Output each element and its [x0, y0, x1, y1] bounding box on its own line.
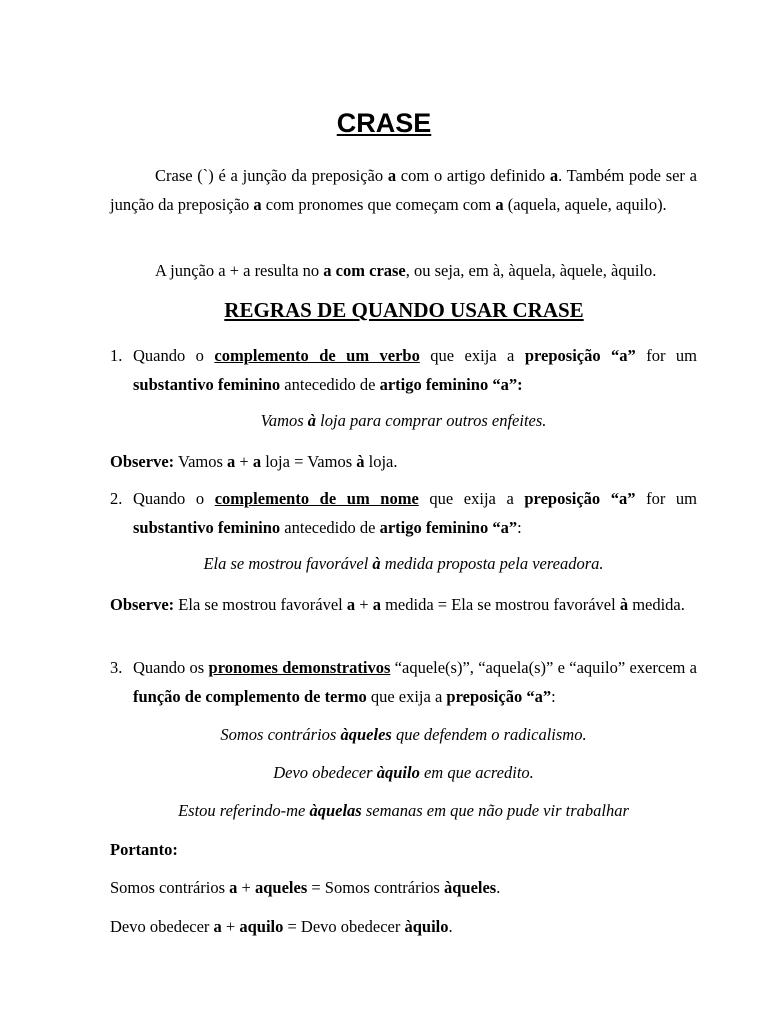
text: antecedido de [280, 518, 380, 537]
text: for um [635, 489, 698, 508]
text: Quando o [133, 489, 215, 508]
bold-text: a com crase [323, 261, 406, 280]
section-heading: REGRAS DE QUANDO USAR CRASE [224, 298, 584, 322]
underlined-term: complemento de um nome [214, 489, 419, 508]
bold-text: Portanto: [110, 840, 178, 859]
rule-text [133, 484, 697, 542]
text: loja. [364, 452, 398, 471]
observe-label: Observe: [110, 452, 175, 471]
text: antecedido de [280, 375, 380, 394]
text: . Também pode ser a junção da preposição [110, 166, 697, 214]
bold-text: artigo feminino “a”: [379, 375, 523, 394]
text: medida. [628, 595, 685, 614]
text: Devo obedecer [273, 763, 377, 782]
bold-text: à [372, 554, 381, 573]
bold-text: substantivo feminino [133, 518, 281, 537]
text: + [355, 595, 373, 614]
text: (aquela, aquele, aquilo). [503, 195, 667, 214]
text: . [448, 917, 453, 936]
observe-note [110, 447, 697, 476]
example-sentence [110, 549, 697, 578]
text: : [517, 518, 522, 537]
bold-text: àqueles [443, 878, 497, 897]
portanto-label [110, 835, 697, 864]
intro-paragraph-1 [110, 161, 697, 219]
bold-text: a [253, 195, 262, 214]
bold-text: à [356, 452, 365, 471]
text: Estou referindo-me [178, 801, 310, 820]
example-sentence [110, 796, 697, 825]
text: medida = Ela se mostrou favorável [380, 595, 620, 614]
rule-3 [110, 653, 697, 711]
bold-text: àqueles [340, 725, 392, 744]
text: Somos contrários [110, 878, 230, 897]
bold-text: a [495, 195, 504, 214]
text: que exija a [419, 346, 525, 365]
rule-number: 3. [110, 658, 123, 677]
bold-text: preposição “a” [446, 687, 552, 706]
conclusion-line [110, 912, 697, 941]
text: Crase (`) é a junção da preposição [155, 166, 388, 185]
observe-label: Observe: [110, 595, 175, 614]
underlined-term: complemento de um verbo [214, 346, 420, 365]
bold-text: a [227, 452, 236, 471]
text: A junção a + a resulta no [155, 261, 324, 280]
bold-text: a [213, 917, 222, 936]
bold-text: a [229, 878, 238, 897]
text: : [551, 687, 556, 706]
text: + [235, 452, 253, 471]
bold-text: substantivo feminino [133, 375, 281, 394]
text: em que acredito. [419, 763, 534, 782]
bold-text: a [346, 595, 356, 614]
page-title: CRASE [336, 108, 432, 138]
bold-text: função de complemento de termo [133, 687, 367, 706]
bold-text: preposição “a” [524, 346, 636, 365]
text: loja = Vamos [261, 452, 357, 471]
bold-text: a [252, 452, 262, 471]
text: Ela se mostrou favorável [174, 595, 347, 614]
text: loja para comprar outros enfeites. [316, 411, 547, 430]
text: que defendem o radicalismo. [391, 725, 587, 744]
bold-text: preposição “a” [524, 489, 636, 508]
underlined-term: pronomes demonstrativos [208, 658, 391, 677]
rule-text [133, 653, 697, 711]
text: com pronomes que começam com [261, 195, 496, 214]
text: que exija a [418, 489, 525, 508]
rule-1 [110, 341, 697, 399]
rule-2 [110, 484, 697, 542]
text: que exija a [366, 687, 447, 706]
example-sentence [110, 720, 697, 749]
observe-note [110, 590, 697, 619]
bold-text: à [307, 411, 317, 430]
text: Devo obedecer [110, 917, 214, 936]
bold-text: a [372, 595, 381, 614]
text: + [237, 878, 255, 897]
bold-text: àquilo [376, 763, 420, 782]
text: Vamos [260, 411, 308, 430]
bold-text: aqueles [254, 878, 308, 897]
text: , ou seja, em à, àquela, àquele, àquilo. [405, 261, 657, 280]
intro-paragraph-2 [110, 256, 697, 285]
text: . [496, 878, 501, 897]
text: semanas em que não pude vir trabalhar [361, 801, 629, 820]
text: Quando o [133, 346, 215, 365]
bold-text: à [619, 595, 629, 614]
text: for um [635, 346, 698, 365]
bold-text: a [387, 166, 397, 185]
rule-number: 2. [110, 489, 123, 508]
rule-number: 1. [110, 346, 123, 365]
conclusion-line [110, 873, 697, 902]
text: + [221, 917, 240, 936]
text: medida proposta pela vereadora. [380, 554, 604, 573]
text: com o artigo definido [396, 166, 550, 185]
text: Vamos [174, 452, 228, 471]
bold-text: artigo feminino “a” [379, 518, 518, 537]
example-sentence [110, 758, 697, 787]
text: Quando os [133, 658, 209, 677]
text: Somos contrários [220, 725, 341, 744]
text: = Devo obedecer [283, 917, 405, 936]
bold-text: àquilo [404, 917, 449, 936]
rule-text [133, 341, 697, 399]
bold-text: àquelas [309, 801, 362, 820]
text: = Somos contrários [307, 878, 444, 897]
example-sentence [110, 406, 697, 435]
bold-text: a [549, 166, 559, 185]
text: Ela se mostrou favorável [203, 554, 373, 573]
text: “aquele(s)”, “aquela(s)” e “aquilo” exercem a [390, 658, 697, 677]
bold-text: aquilo [239, 917, 284, 936]
